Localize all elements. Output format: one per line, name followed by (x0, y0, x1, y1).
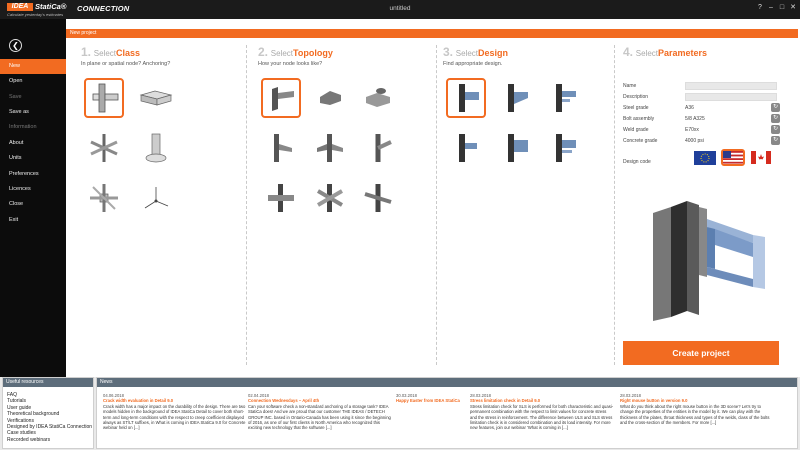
sidebar-item-information[interactable]: Information (9, 124, 37, 130)
topology-option-8[interactable] (310, 178, 350, 218)
title-bar (0, 0, 800, 19)
design-cleat-icon (451, 132, 481, 164)
news-item[interactable]: 30.03.2018 Happy Easter from IDEA StatiCa (396, 393, 460, 404)
class-plane-node-option[interactable] (84, 78, 124, 118)
sidebar-item-preferences[interactable]: Preferences (9, 171, 39, 177)
useful-resources-panel (2, 377, 94, 449)
design-stiffened-icon (548, 82, 578, 114)
panel-title: News (97, 378, 797, 387)
class-spatial-node-option[interactable] (84, 128, 124, 168)
sidebar-item-about[interactable]: About (9, 140, 24, 146)
description-input[interactable] (685, 93, 777, 101)
column-divider (614, 45, 615, 365)
news-item[interactable]: 28.03.2018 Right mouse button in version 9.0 What do you think about the right mouse button in the 3D scene? Let's try to change the properties of the entities in the model by it. We can play with the thickness of the plates, throat thickness and types of the welds, class of the bolts and the cross-section of the members. For more [...] (620, 393, 770, 426)
sidebar-item-units[interactable]: Units (9, 155, 22, 161)
app-name: CONNECTION (77, 4, 130, 13)
topology-option-7[interactable] (261, 178, 301, 218)
topology-column-two-beams-icon (315, 132, 345, 164)
topology-option-5[interactable] (310, 128, 350, 168)
design-option-5[interactable] (495, 128, 535, 168)
spatial-node-icon (88, 132, 120, 164)
resource-link[interactable]: Verifications (7, 417, 34, 424)
topology-tee-icon (363, 83, 393, 113)
topology-corner-icon (266, 83, 296, 113)
plane-node-icon (89, 82, 119, 114)
back-arrow-icon[interactable]: ❮ (9, 39, 22, 52)
design-option-4[interactable] (446, 128, 486, 168)
topology-option-4[interactable] (261, 128, 301, 168)
design-endplate-icon (451, 82, 481, 114)
sidebar-item-close[interactable]: Close (9, 201, 24, 207)
step-subtitle: In plane or spatial node? Anchoring? (81, 61, 171, 67)
sidebar-item-save-as[interactable]: Save as (9, 109, 29, 115)
param-steel-grade: Steel grade A36 ↻ (623, 104, 779, 111)
step-subtitle: How your node looks like? (258, 61, 323, 67)
sidebar-item-open[interactable]: Open (9, 78, 23, 84)
resource-link[interactable]: Theoretical background (7, 411, 60, 418)
sidebar-item-licences[interactable]: Licences (9, 186, 31, 192)
step-title: 2. SelectTopology (258, 45, 333, 59)
design-fin-plate-icon (500, 132, 530, 164)
topology-tube-joint-icon (363, 132, 393, 164)
bottom-panels (0, 377, 800, 450)
param-design-code: Design code (623, 159, 651, 165)
step-class (81, 45, 241, 367)
resource-link[interactable]: Designed by IDEA StatiCa Connection (7, 424, 93, 431)
news-item[interactable]: 04.06.2018 Crack width evaluation in Detail 9.0 Crack width has a major impact on the durability of the design. There are two models hidden in the background of IDEA StatiCa Detail to cover both short-term and long-term conditions with the respect to creep coefficient displayed always as ST/LT suffixes, in What is coming in IDEA StatiCa 9.0 for Concrete webinar held on [...] (103, 393, 246, 431)
column-divider (246, 45, 247, 365)
param-bolt-assembly: Bolt assembly 5/8 A325 ↻ (623, 115, 779, 122)
logo-product-name: StatiCa® (35, 2, 67, 11)
help-icon[interactable]: ? (758, 4, 762, 11)
us-flag-icon[interactable] (721, 149, 745, 166)
column-divider (436, 45, 437, 365)
topology-option-2[interactable] (310, 78, 350, 118)
steel-grade-value[interactable]: A36 (685, 105, 694, 111)
connection-3d-preview[interactable] (643, 193, 768, 323)
reset-icon[interactable]: ↻ (772, 115, 779, 121)
design-code-flags (623, 149, 783, 169)
window-title: untitled (389, 5, 411, 12)
resource-link[interactable]: Tutorials (7, 398, 26, 405)
space-frame-icon (88, 182, 120, 214)
reset-icon[interactable]: ↻ (772, 137, 779, 143)
step-topology (258, 45, 428, 367)
resource-link[interactable]: Case studies (7, 430, 36, 437)
sidebar-item-save[interactable]: Save (9, 94, 22, 100)
class-space-frame-option[interactable] (84, 178, 124, 218)
canada-flag-icon[interactable] (749, 149, 773, 166)
param-description: Description (623, 93, 783, 102)
topology-column-beam-icon (266, 132, 296, 164)
bolt-assembly-value[interactable]: 5/8 A325 (685, 116, 705, 122)
param-concrete-grade: Concrete grade 4000 psi ↻ (623, 137, 779, 144)
step-title: 4. SelectParameters (623, 45, 708, 59)
sidebar (0, 19, 66, 377)
topology-knee-icon (315, 83, 345, 113)
topology-option-1[interactable] (261, 78, 301, 118)
reset-icon[interactable]: ↻ (772, 104, 779, 110)
column-anchor-icon (144, 132, 168, 164)
logo-tagline: Calculate yesterday's estimates (7, 12, 64, 17)
concrete-grade-value[interactable]: 4000 psi (685, 138, 704, 144)
news-item[interactable]: 02.04.2018 Connection Wednesdays – April 4th Can your software check a non-standard anchoring of a storage tank? IDEA StatiCa does! And we are proud that our customer THE IDEAS / DETECH GROUP INC. based in Ontario-Canada has been using it since the beginning of 2016, as one of our first clients in North America who recognized this exciting new technology that the software [...] (248, 393, 391, 431)
sidebar-item-new[interactable]: New (0, 59, 66, 74)
news-panel (96, 377, 798, 449)
axes-icon (141, 183, 171, 213)
topology-cross-icon (266, 182, 296, 214)
design-option-2[interactable] (495, 78, 535, 118)
news-item[interactable]: 28.03.2018 Stress limitation check in Detail 9.0 Stress limitation check for SLS is performed for both characteristic and quasi-permanent combination with the respect to limit values for concrete stress and the stress in reinforcement. The difference between ULS and SLS stress limitation check is in considered combination and its load intensity. For more new features, join our webinar 'What is coming in [...] (470, 393, 614, 431)
idea-logo: IDEA (7, 3, 33, 11)
topology-option-6[interactable] (358, 128, 398, 168)
close-icon[interactable]: ✕ (790, 4, 796, 11)
sidebar-item-exit[interactable]: Exit (9, 217, 19, 223)
topology-option-3[interactable] (358, 78, 398, 118)
step-design (443, 45, 608, 367)
param-name: Name (623, 82, 783, 91)
param-weld-grade: Weld grade E70xx ↻ (623, 126, 779, 133)
eu-flag-icon[interactable] (693, 149, 717, 166)
class-general-option[interactable] (136, 178, 176, 218)
topology-spatial-cross-icon (315, 182, 345, 214)
class-beam-splice-option[interactable] (136, 78, 176, 118)
design-option-3[interactable] (543, 78, 583, 118)
new-project-panel (66, 29, 798, 377)
design-haunch-icon (500, 82, 530, 114)
step-title: 1. SelectClass (81, 45, 141, 59)
beam-splice-icon (139, 85, 173, 111)
design-option-1[interactable] (446, 78, 486, 118)
panel-header: New project (66, 29, 798, 38)
resource-link[interactable]: User guide (7, 404, 32, 411)
class-anchoring-option[interactable] (136, 128, 176, 168)
topology-tube-cross-icon (363, 182, 393, 214)
name-input[interactable] (685, 82, 777, 90)
design-extended-plate-icon (548, 132, 578, 164)
resource-link[interactable]: FAQ (7, 392, 18, 398)
step-parameters (623, 45, 783, 367)
create-project-button[interactable]: Create project (623, 341, 779, 365)
resource-link[interactable]: Recorded webinars (7, 436, 51, 443)
reset-icon[interactable]: ↻ (772, 126, 779, 132)
minimize-icon[interactable]: – (769, 4, 773, 11)
maximize-icon[interactable]: □ (779, 4, 785, 11)
panel-title: Useful resources (3, 378, 93, 387)
weld-grade-value[interactable]: E70xx (685, 127, 699, 133)
design-option-6[interactable] (543, 128, 583, 168)
step-subtitle: Find appropriate design. (443, 61, 503, 67)
topology-option-9[interactable] (358, 178, 398, 218)
step-title: 3. SelectDesign (443, 45, 509, 59)
